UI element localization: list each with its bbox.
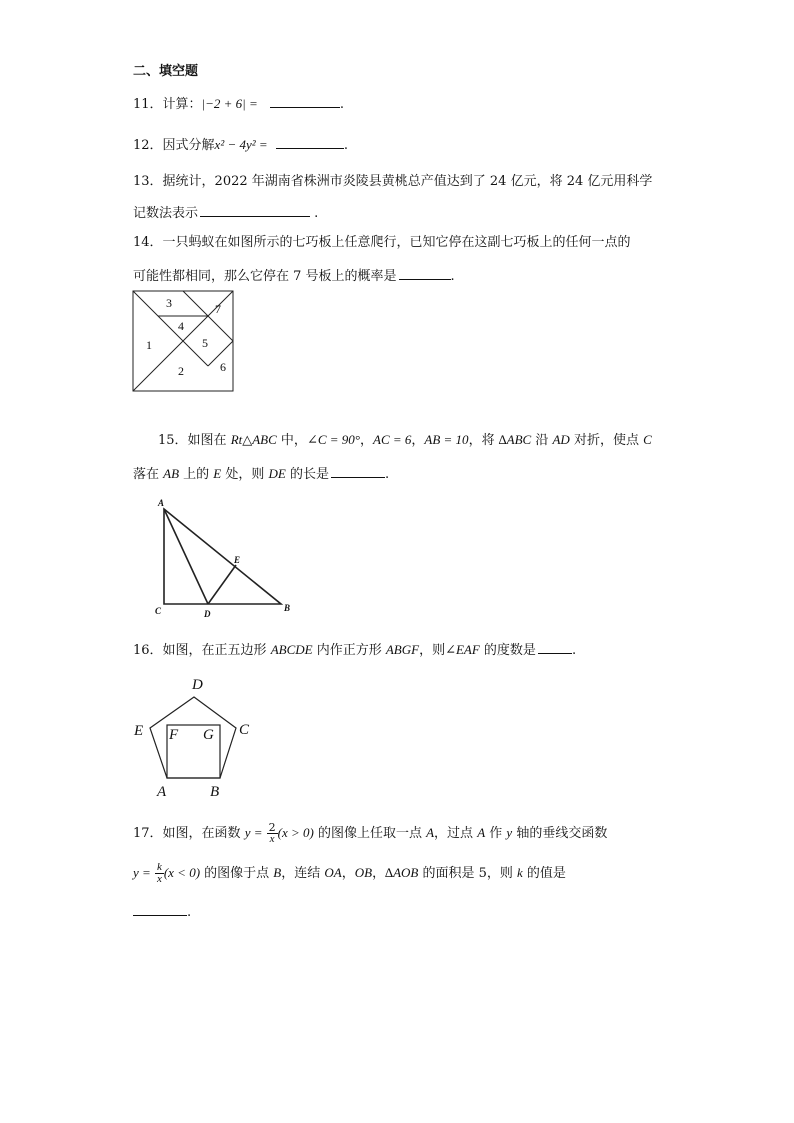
vertex-label-d: D [204, 609, 211, 619]
vertex-label-a: A [157, 784, 167, 800]
q13-suffix: . [314, 206, 319, 221]
q15-answer-blank[interactable] [331, 464, 385, 478]
triangle-fold-figure [150, 497, 300, 622]
tangram-top-small [183, 291, 208, 316]
vertex-label-e: E [234, 555, 241, 565]
question-13-line-1: 13．据统计，2022 年湖南省株洲市炎陵县黄桃总产值达到了 24 亿元，将 24 亿元用科学 [133, 174, 653, 189]
question-17-line-1: 17．如图，在函数 y = $\frac{2}{x}$ (x > 0) 的图像上任取一点 A，过点 A 作 y 轴的垂线交函数 [133, 821, 608, 845]
tangram-figure [133, 291, 233, 391]
tangram-parallelogram-edge [208, 316, 233, 341]
vertex-label-g: G [203, 727, 214, 743]
q13-text: 记数法表示 [133, 206, 199, 221]
question-15-line-2: 落在 AB 上的 E 处，则 DE 的长是 . [133, 466, 390, 482]
question-14-line-2 [133, 266, 455, 286]
question-17-line-2: y = $\frac{k}{x}$ (x < 0) 的图像于点 B，连结 OA，OB，∆AOB 的面积是 5，则 k 的值是 [133, 861, 566, 885]
tangram-label-6: 6 [220, 360, 226, 374]
tangram-label-5: 5 [202, 336, 208, 350]
question-11: 11．计算：|−2 + 6| = . [133, 96, 345, 112]
question-13-line-2 [133, 203, 318, 223]
q11-expression: |−2 + 6| = [201, 96, 258, 111]
question-17-line-3: . [133, 902, 191, 922]
vertex-label-b: B [210, 784, 220, 800]
vertex-label-c: C [239, 722, 250, 738]
vertex-label-e: E [134, 723, 144, 739]
fraction-k-over-x: $\frac{k}{x}$ [156, 861, 162, 885]
q14-answer-blank[interactable] [399, 266, 451, 280]
question-16: 16．如图，在正五边形 ABCDE 内作正方形 ABGF，则∠EAF 的度数是 . [133, 642, 577, 658]
tangram-label-2: 2 [178, 364, 184, 378]
q14-suffix: . [450, 269, 455, 284]
q14-text: 可能性都相同，那么它停在 7 号板上的概率是 [133, 269, 397, 284]
q17-answer-blank[interactable] [133, 902, 187, 916]
q12-suffix: . [343, 138, 348, 153]
vertex-label-a: A [158, 498, 165, 508]
tangram-label-4: 4 [178, 319, 184, 333]
question-15-line-1: 15．如图在 Rt△ABC 中，∠C = 90°，AC = 6，AB = 10，将 ∆ABC 沿 AD 对折，使点 C [158, 432, 652, 448]
q12-expression: x² − 4y² = [214, 137, 268, 152]
vertex-label-c: C [155, 606, 162, 616]
section-title: 二、填空题 [133, 64, 199, 79]
vertex-label-f: F [169, 727, 179, 743]
pentagon-abcde [150, 697, 236, 778]
fraction-2-over-x: $\frac{2}{x}$ [268, 821, 276, 845]
vertex-label-b: B [284, 603, 291, 613]
question-12 [133, 135, 348, 155]
triangle-abc [164, 509, 281, 604]
segment-ad [164, 509, 208, 604]
tangram-label-3: 3 [166, 296, 172, 310]
q13-answer-blank[interactable] [200, 203, 310, 217]
pentagon-square-figure [130, 672, 260, 802]
q11-prefix: 11．计算： [133, 97, 202, 112]
vertex-label-d: D [192, 677, 203, 693]
q11-answer-blank[interactable] [270, 94, 340, 108]
tangram-label-1: 1 [146, 338, 152, 352]
q12-prefix: 12．因式分解 [133, 138, 215, 153]
q16-answer-blank[interactable] [538, 640, 572, 654]
segment-de [208, 565, 236, 604]
question-14-line-1: 14．一只蚂蚁在如图所示的七巧板上任意爬行，已知它停在这副七巧板上的任何一点的 [133, 235, 631, 250]
q12-answer-blank[interactable] [276, 135, 344, 149]
tangram-label-7: 7 [215, 302, 221, 316]
